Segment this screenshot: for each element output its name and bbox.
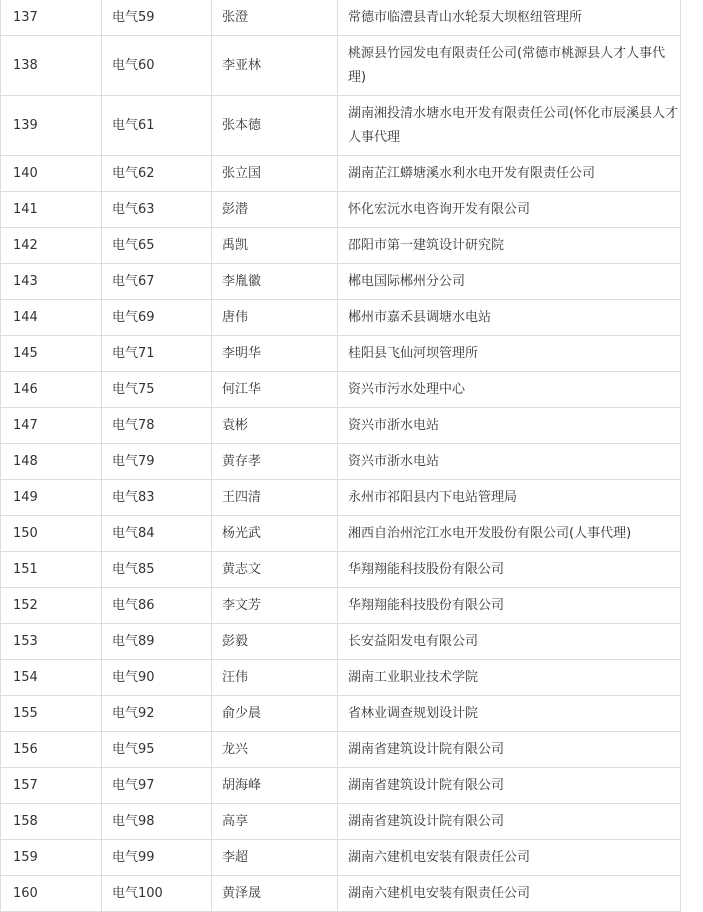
cell-name: 黄志文 — [212, 552, 338, 588]
cell-unit: 湖南六建机电安装有限责任公司 — [338, 840, 681, 876]
cell-name: 杨光武 — [212, 516, 338, 552]
cell-code: 电气90 — [102, 660, 212, 696]
cell-name: 袁彬 — [212, 408, 338, 444]
cell-name: 李超 — [212, 840, 338, 876]
table-row — [1, 516, 681, 552]
table-row — [1, 768, 681, 804]
cell-unit: 湖南芷江蟒塘溪水利水电开发有限责任公司 — [338, 156, 681, 192]
table-row — [1, 480, 681, 516]
cell-name: 张立国 — [212, 156, 338, 192]
cell-unit: 华翔翔能科技股份有限公司 — [338, 588, 681, 624]
cell-no: 149 — [1, 480, 102, 516]
cell-code: 电气69 — [102, 300, 212, 336]
cell-name: 唐伟 — [212, 300, 338, 336]
cell-code: 电气71 — [102, 336, 212, 372]
cell-name: 胡海峰 — [212, 768, 338, 804]
cell-unit: 资兴市浙水电站 — [338, 408, 681, 444]
table-row — [1, 660, 681, 696]
table-row — [1, 732, 681, 768]
table-row — [1, 264, 681, 300]
cell-name: 彭潜 — [212, 192, 338, 228]
cell-name: 俞少晨 — [212, 696, 338, 732]
cell-name: 彭毅 — [212, 624, 338, 660]
cell-code: 电气92 — [102, 696, 212, 732]
cell-no: 151 — [1, 552, 102, 588]
table-row — [1, 804, 681, 840]
cell-no: 139 — [1, 96, 102, 156]
cell-no: 145 — [1, 336, 102, 372]
table-row — [1, 588, 681, 624]
table-row — [1, 840, 681, 876]
cell-code: 电气67 — [102, 264, 212, 300]
cell-unit: 邵阳市第一建筑设计研究院 — [338, 228, 681, 264]
cell-name: 禹凯 — [212, 228, 338, 264]
cell-unit: 资兴市浙水电站 — [338, 444, 681, 480]
cell-no: 143 — [1, 264, 102, 300]
cell-no: 140 — [1, 156, 102, 192]
cell-name: 何江华 — [212, 372, 338, 408]
cell-code: 电气63 — [102, 192, 212, 228]
table-row — [1, 156, 681, 192]
cell-unit: 湖南湘投清水塘水电开发有限责任公司(怀化市辰溪县人才人事代理 — [338, 96, 681, 156]
table-row — [1, 876, 681, 912]
cell-unit: 省林业调查规划设计院 — [338, 696, 681, 732]
cell-code: 电气78 — [102, 408, 212, 444]
cell-no: 160 — [1, 876, 102, 912]
table-row — [1, 36, 681, 96]
cell-name: 张本德 — [212, 96, 338, 156]
cell-code: 电气65 — [102, 228, 212, 264]
table-row — [1, 228, 681, 264]
cell-unit: 湖南省建筑设计院有限公司 — [338, 732, 681, 768]
cell-no: 146 — [1, 372, 102, 408]
cell-no: 142 — [1, 228, 102, 264]
cell-name: 张澄 — [212, 0, 338, 36]
table-row — [1, 444, 681, 480]
cell-code: 电气95 — [102, 732, 212, 768]
cell-unit: 湖南省建筑设计院有限公司 — [338, 768, 681, 804]
cell-code: 电气89 — [102, 624, 212, 660]
cell-unit: 郴电国际郴州分公司 — [338, 264, 681, 300]
cell-no: 155 — [1, 696, 102, 732]
cell-no: 150 — [1, 516, 102, 552]
cell-code: 电气84 — [102, 516, 212, 552]
cell-code: 电气59 — [102, 0, 212, 36]
cell-code: 电气97 — [102, 768, 212, 804]
cell-no: 147 — [1, 408, 102, 444]
cell-name: 李文芳 — [212, 588, 338, 624]
cell-unit: 华翔翔能科技股份有限公司 — [338, 552, 681, 588]
table-row — [1, 696, 681, 732]
cell-no: 157 — [1, 768, 102, 804]
cell-unit: 郴州市嘉禾县调塘水电站 — [338, 300, 681, 336]
cell-code: 电气99 — [102, 840, 212, 876]
table-row — [1, 336, 681, 372]
cell-unit: 资兴市污水处理中心 — [338, 372, 681, 408]
cell-code: 电气86 — [102, 588, 212, 624]
table-row — [1, 300, 681, 336]
cell-name: 龙兴 — [212, 732, 338, 768]
table-row — [1, 408, 681, 444]
cell-unit: 湖南工业职业技术学院 — [338, 660, 681, 696]
cell-no: 138 — [1, 36, 102, 96]
cell-name: 高享 — [212, 804, 338, 840]
cell-unit: 湖南六建机电安装有限责任公司 — [338, 876, 681, 912]
cell-code: 电气79 — [102, 444, 212, 480]
table-row — [1, 552, 681, 588]
cell-code: 电气85 — [102, 552, 212, 588]
cell-unit: 湘西自治州沱江水电开发股份有限公司(人事代理) — [338, 516, 681, 552]
cell-no: 154 — [1, 660, 102, 696]
cell-name: 汪伟 — [212, 660, 338, 696]
cell-no: 141 — [1, 192, 102, 228]
cell-unit: 常德市临澧县青山水轮泵大坝枢纽管理所 — [338, 0, 681, 36]
cell-code: 电气83 — [102, 480, 212, 516]
table-row — [1, 624, 681, 660]
cell-unit: 长安益阳发电有限公司 — [338, 624, 681, 660]
cell-name: 黄泽晟 — [212, 876, 338, 912]
cell-name: 黄存孝 — [212, 444, 338, 480]
cell-unit: 桂阳县飞仙河坝管理所 — [338, 336, 681, 372]
cell-code: 电气60 — [102, 36, 212, 96]
cell-no: 156 — [1, 732, 102, 768]
cell-code: 电气75 — [102, 372, 212, 408]
cell-no: 158 — [1, 804, 102, 840]
cell-code: 电气98 — [102, 804, 212, 840]
cell-name: 王四清 — [212, 480, 338, 516]
cell-no: 159 — [1, 840, 102, 876]
cell-name: 李明华 — [212, 336, 338, 372]
cell-unit: 湖南省建筑设计院有限公司 — [338, 804, 681, 840]
cell-no: 152 — [1, 588, 102, 624]
cell-name: 李亚林 — [212, 36, 338, 96]
table-row — [1, 372, 681, 408]
table-row — [1, 0, 681, 36]
cell-code: 电气62 — [102, 156, 212, 192]
cell-no: 137 — [1, 0, 102, 36]
cell-no: 144 — [1, 300, 102, 336]
table-row — [1, 192, 681, 228]
cell-unit: 桃源县竹园发电有限责任公司(常德市桃源县人才人事代理) — [338, 36, 681, 96]
cell-unit: 怀化宏沅水电咨询开发有限公司 — [338, 192, 681, 228]
table-row — [1, 96, 681, 156]
cell-no: 148 — [1, 444, 102, 480]
cell-unit: 永州市祁阳县内下电站管理局 — [338, 480, 681, 516]
cell-name: 李胤徽 — [212, 264, 338, 300]
cell-code: 电气61 — [102, 96, 212, 156]
cell-no: 153 — [1, 624, 102, 660]
cell-code: 电气100 — [102, 876, 212, 912]
